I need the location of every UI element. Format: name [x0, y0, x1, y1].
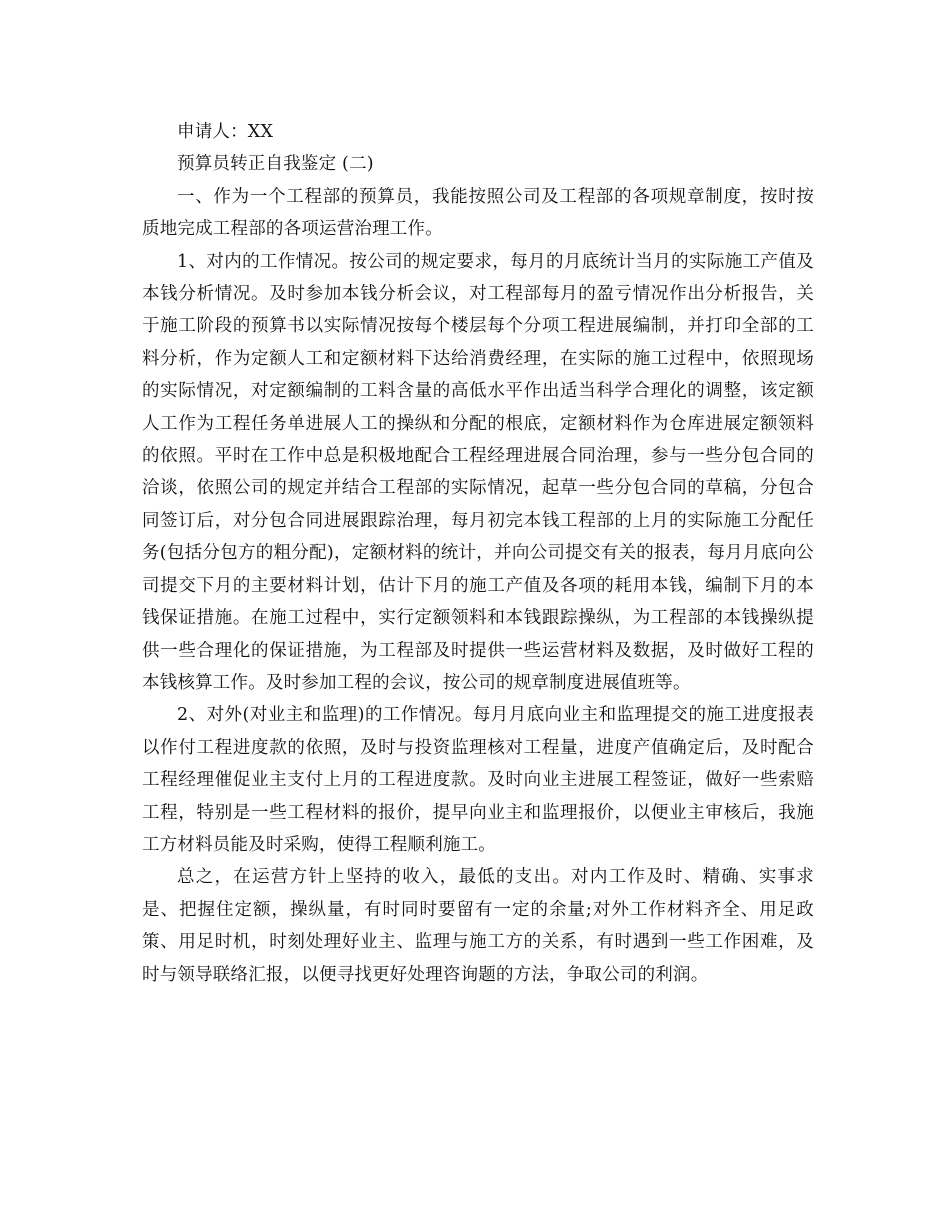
body-paragraph: 1、对内的工作情况。按公司的规定要求，每月的月底统计当月的实际施工产值及本钱分析情况。及时参加本钱分析会议，对工程部每月的盈亏情况作出分析报告，关于施工阶段的预算书以实际情况按每个楼层每个分项工程进展编制，并打印全部的工料分析，作为定额人工和定额材料下达给消费经理，在实际的施工过程中，依照现场的实际情况，对定额编制的工料含量的高低水平作出适当科学合理化的调整，该定额人工作为工程任务单进展人工的操纵和分配的根底，定额材料作为仓库进展定额领料的依照。平时在工作中总是积极地配合工程经理进展合同治理，参与一些分包合同的洽谈，依照公司的规定并结合工程部的实际情况，起草一些分包合同的草稿，分包合同签订后，对分包合同进展跟踪治理，每月初完本钱工程部的上月的实际施工分配任务(包括分包方的粗分配)，定额材料的统计，并向公司提交有关的报表，每月月底向公司提交下月的主要材料计划，估计下月的施工产值及各项的耗用本钱，编制下月的本钱保证措施。在施工过程中，实行定额领料和本钱跟踪操纵，为工程部的本钱操纵提供一些合理化的保证措施，为工程部及时提供一些运营材料及数据，及时做好工程的本钱核算工作。及时参加工程的会议，按公司的规章制度进展值班等。: [142, 251, 814, 693]
body-paragraph: 一、作为一个工程部的预算员，我能按照公司及工程部的各项规章制度，按时按质地完成工程部的各项运营治理工作。: [142, 186, 814, 240]
document-page: [142, 116, 814, 991]
applicant-line: 申请人：XX: [177, 122, 274, 142]
body-paragraph: 2、对外(对业主和监理)的工作情况。每月月底向业主和监理提交的施工进度报表以作付工程进度款的依照，及时与投资监理核对工程量，进度产值确定后，及时配合工程经理催促业主支付上月的工程进度款。及时向业主进展工程签证，做好一些索赔工程，特别是一些工程材料的报价，提早向业主和监理报价，以便业主审核后，我施工方材料员能及时采购，使得工程顺利施工。: [142, 705, 814, 855]
section-heading: 预算员转正自我鉴定 (二): [177, 154, 374, 175]
body-paragraph: 总之，在运营方针上坚持的收入，最低的支出。对内工作及时、精确、实事求是、把握住定额，操纵量，有时同时要留有一定的余量;对外工作材料齐全、用足政策、用足时机，时刻处理好业主、监理与施工方的关系，有时遇到一些工作困难，及时与领导联络汇报，以便寻找更好处理咨询题的方法，争取公司的利润。: [142, 867, 814, 985]
